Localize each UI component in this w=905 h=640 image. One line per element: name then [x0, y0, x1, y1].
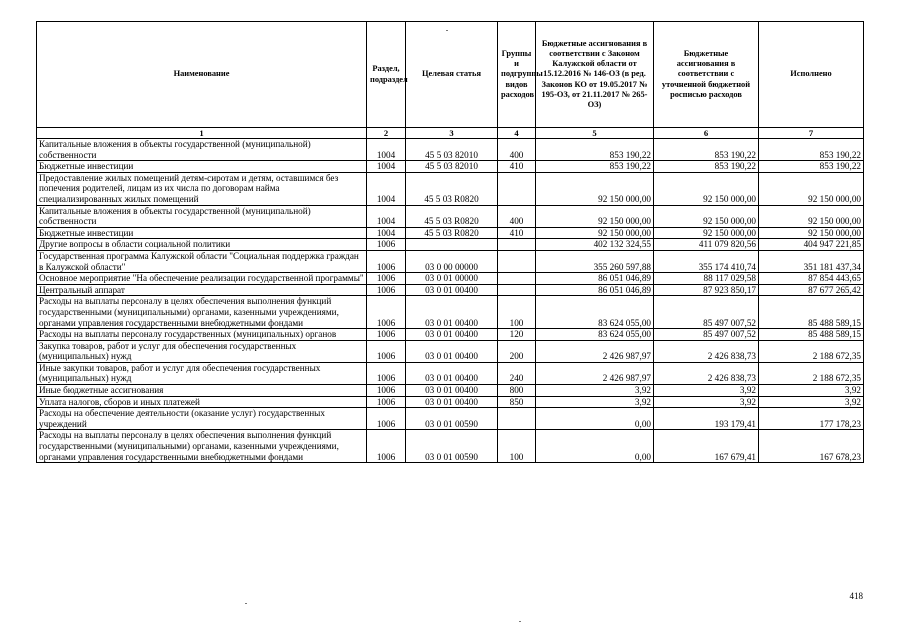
row-group: 120 [498, 329, 536, 341]
row-assigned-law: 853 190,22 [536, 161, 654, 173]
scan-speck [446, 30, 448, 31]
budget-table [36, 21, 864, 463]
row-executed: 85 488 589,15 [759, 329, 864, 341]
row-name: Капитальные вложения в объекты государственной (муниципальной) собственности [37, 139, 367, 161]
row-executed: 853 190,22 [759, 139, 864, 161]
row-name: Закупка товаров, работ и услуг для обеспечения государственных (муниципальных) нужд [37, 340, 367, 362]
table-row [37, 227, 864, 239]
row-name: Уплата налогов, сборов и иных платежей [37, 396, 367, 408]
row-group [498, 239, 536, 251]
row-executed: 167 678,23 [759, 430, 864, 463]
row-target: 03 0 01 00400 [406, 296, 498, 329]
row-assigned-law: 92 150 000,00 [536, 227, 654, 239]
row-executed: 2 188 672,35 [759, 362, 864, 384]
table-row [37, 430, 864, 463]
row-executed: 92 150 000,00 [759, 227, 864, 239]
row-executed: 404 947 221,85 [759, 239, 864, 251]
row-target: 45 5 03 82010 [406, 139, 498, 161]
row-assigned-law: 2 426 987,97 [536, 340, 654, 362]
row-executed: 2 188 672,35 [759, 340, 864, 362]
row-group [498, 273, 536, 285]
row-name: Иные бюджетные ассигнования [37, 385, 367, 397]
row-name: Предоставление жилых помещений детям-сиротам и детям, оставшимся без попечения родителей, лицам из их числа по договорам найма специализированных жилых помещений [37, 172, 367, 205]
row-group [498, 408, 536, 430]
row-section: 1006 [367, 340, 406, 362]
row-assigned-refined: 85 497 007,52 [654, 296, 759, 329]
row-assigned-refined: 167 679,41 [654, 430, 759, 463]
row-name: Капитальные вложения в объекты государственной (муниципальной) собственности [37, 205, 367, 227]
row-assigned-law: 83 624 055,00 [536, 296, 654, 329]
row-group: 400 [498, 139, 536, 161]
row-name: Центральный аппарат [37, 284, 367, 296]
row-target: 45 5 03 R0820 [406, 172, 498, 205]
row-target: 03 0 01 00400 [406, 340, 498, 362]
row-group [498, 250, 536, 272]
column-number: 6 [654, 128, 759, 139]
row-executed: 92 150 000,00 [759, 205, 864, 227]
row-group [498, 284, 536, 296]
column-number: 3 [406, 128, 498, 139]
row-group: 240 [498, 362, 536, 384]
column-number: 4 [498, 128, 536, 139]
table-row [37, 396, 864, 408]
row-name: Расходы на выплаты персоналу в целях обеспечения выполнения функций государственными (муниципальными) органами, казенными учреждениями, органами управления государственными внебюджетными фондами [37, 430, 367, 463]
header-executed: Исполнено [759, 22, 864, 128]
header-groups: Группы и подгруппы видов расходов [498, 22, 536, 128]
row-target: 45 5 03 82010 [406, 161, 498, 173]
row-section: 1006 [367, 250, 406, 272]
scan-speck [519, 621, 521, 622]
row-executed: 87 854 443,65 [759, 273, 864, 285]
row-name: Другие вопросы в области социальной политики [37, 239, 367, 251]
row-target: 03 0 01 00590 [406, 430, 498, 463]
table-row [37, 250, 864, 272]
row-assigned-law: 86 051 046,89 [536, 273, 654, 285]
row-name: Бюджетные инвестиции [37, 161, 367, 173]
row-executed: 351 181 437,34 [759, 250, 864, 272]
row-section: 1004 [367, 161, 406, 173]
row-group: 410 [498, 227, 536, 239]
row-section: 1004 [367, 139, 406, 161]
row-section: 1006 [367, 408, 406, 430]
header-section: Раздел, подраздел [367, 22, 406, 128]
table-row [37, 172, 864, 205]
table-row [37, 239, 864, 251]
row-section: 1004 [367, 205, 406, 227]
row-executed: 3,92 [759, 385, 864, 397]
row-group: 200 [498, 340, 536, 362]
table-row [37, 284, 864, 296]
row-assigned-law: 355 260 597,88 [536, 250, 654, 272]
row-assigned-law: 402 132 324,55 [536, 239, 654, 251]
row-assigned-refined: 853 190,22 [654, 161, 759, 173]
row-section: 1006 [367, 284, 406, 296]
row-target: 03 0 01 00400 [406, 396, 498, 408]
row-name: Государственная программа Калужской области "Социальная поддержка граждан в Калужской области" [37, 250, 367, 272]
row-section: 1004 [367, 227, 406, 239]
row-name: Основное мероприятие "На обеспечение реализации государственной программы" [37, 273, 367, 285]
row-section: 1006 [367, 329, 406, 341]
row-name: Иные закупки товаров, работ и услуг для обеспечения государственных (муниципальных) нужд [37, 362, 367, 384]
row-section: 1006 [367, 239, 406, 251]
row-assigned-refined: 3,92 [654, 385, 759, 397]
row-name: Расходы на обеспечение деятельности (оказание услуг) государственных учреждений [37, 408, 367, 430]
row-assigned-refined: 355 174 410,74 [654, 250, 759, 272]
row-assigned-law: 2 426 987,97 [536, 362, 654, 384]
row-section: 1004 [367, 172, 406, 205]
table-body [37, 139, 864, 463]
table-row [37, 205, 864, 227]
column-number: 2 [367, 128, 406, 139]
header-target: Целевая статья [406, 22, 498, 128]
column-number: 7 [759, 128, 864, 139]
row-assigned-refined: 85 497 007,52 [654, 329, 759, 341]
column-number: 1 [37, 128, 367, 139]
row-assigned-law: 3,92 [536, 396, 654, 408]
row-target: 03 0 01 00400 [406, 329, 498, 341]
row-assigned-law: 0,00 [536, 408, 654, 430]
row-name: Расходы на выплаты персоналу в целях обеспечения выполнения функций государственными (муниципальными) органами, казенными учреждениями, органами управления государственными внебюджетными фондами [37, 296, 367, 329]
row-section: 1006 [367, 430, 406, 463]
row-assigned-law: 853 190,22 [536, 139, 654, 161]
row-section: 1006 [367, 362, 406, 384]
row-assigned-refined: 853 190,22 [654, 139, 759, 161]
row-executed: 85 488 589,15 [759, 296, 864, 329]
row-group [498, 172, 536, 205]
row-assigned-law: 3,92 [536, 385, 654, 397]
row-target: 03 0 00 00000 [406, 250, 498, 272]
table-row [37, 273, 864, 285]
row-assigned-refined: 2 426 838,73 [654, 362, 759, 384]
row-group: 410 [498, 161, 536, 173]
row-name: Расходы на выплаты персоналу государственных (муниципальных) органов [37, 329, 367, 341]
row-assigned-law: 0,00 [536, 430, 654, 463]
row-group: 850 [498, 396, 536, 408]
row-assigned-law: 92 150 000,00 [536, 205, 654, 227]
row-assigned-law: 83 624 055,00 [536, 329, 654, 341]
page-number: 418 [849, 591, 863, 601]
column-number: 5 [536, 128, 654, 139]
row-target: 03 0 01 00400 [406, 362, 498, 384]
table-row [37, 408, 864, 430]
row-target: 03 0 01 00400 [406, 385, 498, 397]
row-executed: 3,92 [759, 396, 864, 408]
column-number-row [37, 128, 864, 139]
row-group: 100 [498, 430, 536, 463]
table-row [37, 139, 864, 161]
table-row [37, 340, 864, 362]
row-assigned-refined: 2 426 838,73 [654, 340, 759, 362]
row-target: 45 5 03 R0820 [406, 205, 498, 227]
table-row [37, 161, 864, 173]
row-executed: 853 190,22 [759, 161, 864, 173]
scan-speck [245, 603, 247, 604]
row-assigned-refined: 92 150 000,00 [654, 172, 759, 205]
row-assigned-refined: 88 117 029,58 [654, 273, 759, 285]
row-target: 03 0 01 00000 [406, 273, 498, 285]
row-assigned-law: 92 150 000,00 [536, 172, 654, 205]
row-name: Бюджетные инвестиции [37, 227, 367, 239]
row-assigned-refined: 3,92 [654, 396, 759, 408]
table-row [37, 385, 864, 397]
table-row [37, 296, 864, 329]
header-assigned-law: Бюджетные ассигнования в соответствии с Законом Калужской области от 15.12.2016 № 146-ОЗ (в ред. Законов КО от 19.05.2017 № 195-ОЗ, от 21.11.2017 № 265-ОЗ) [536, 22, 654, 128]
row-assigned-refined: 92 150 000,00 [654, 227, 759, 239]
header-assigned-refined: Бюджетные ассигнования в соответствии с уточненной бюджетной росписью расходов [654, 22, 759, 128]
row-assigned-refined: 87 923 850,17 [654, 284, 759, 296]
row-executed: 92 150 000,00 [759, 172, 864, 205]
row-group: 800 [498, 385, 536, 397]
row-target: 03 0 01 00400 [406, 284, 498, 296]
table-row [37, 329, 864, 341]
table-header-row [37, 22, 864, 128]
row-executed: 87 677 265,42 [759, 284, 864, 296]
row-group: 400 [498, 205, 536, 227]
row-section: 1006 [367, 396, 406, 408]
row-assigned-law: 86 051 046,89 [536, 284, 654, 296]
row-executed: 177 178,23 [759, 408, 864, 430]
row-target: 03 0 01 00590 [406, 408, 498, 430]
row-section: 1006 [367, 273, 406, 285]
header-name: Наименование [37, 22, 367, 128]
row-group: 100 [498, 296, 536, 329]
row-assigned-refined: 411 079 820,56 [654, 239, 759, 251]
row-section: 1006 [367, 296, 406, 329]
row-target [406, 239, 498, 251]
row-section: 1006 [367, 385, 406, 397]
row-assigned-refined: 92 150 000,00 [654, 205, 759, 227]
row-assigned-refined: 193 179,41 [654, 408, 759, 430]
table-row [37, 362, 864, 384]
row-target: 45 5 03 R0820 [406, 227, 498, 239]
